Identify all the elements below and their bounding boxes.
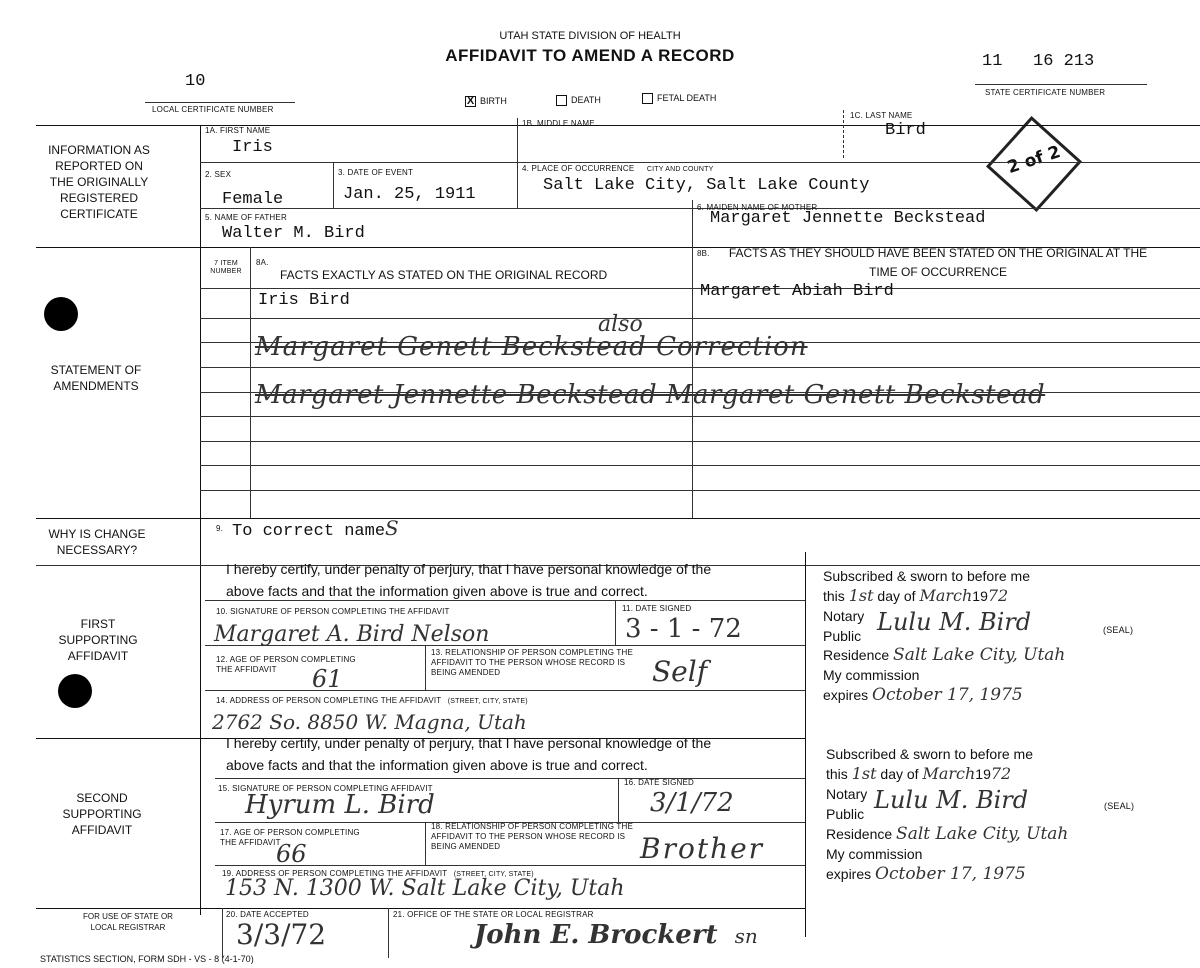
- aff2-notary-line1: Subscribed & sworn to before me: [826, 746, 1033, 762]
- aff1-notary-name: Lulu M. Bird: [877, 608, 1032, 636]
- also-note: also: [598, 312, 643, 337]
- aff1-certify: I hereby certify, under penalty of perjury, that I have personal knowledge of the above facts and that the information given above is true and correct.: [226, 561, 712, 599]
- local-cert-number: 10: [185, 72, 206, 91]
- aff2-sig-label: 15. SIGNATURE OF PERSON COMPLETING AFFIDAVIT: [218, 784, 433, 793]
- aff1-relation-label: 13. RELATIONSHIP OF PERSON COMPLETING THE AFFIDAVIT TO THE PERSON WHOSE RECORD IS BEING AMENDED: [431, 648, 634, 677]
- fetal-death-label: FETAL DEATH: [657, 93, 717, 103]
- aff1-notary-public-text: Notary Public: [823, 608, 865, 644]
- col-8a-heading: FACTS EXACTLY AS STATED ON THE ORIGINAL RECORD: [280, 268, 608, 282]
- middle-name-label: 1B. MIDDLE NAME: [522, 119, 595, 128]
- aff1-commission: My commission: [823, 667, 920, 683]
- aff1-address: 2762 So. 8850 W. Magna, Utah: [212, 710, 527, 734]
- aff1-notary-public: [823, 606, 883, 646]
- agency-name: UTAH STATE DIVISION OF HEALTH: [499, 30, 681, 42]
- aff2-signature: Hyrum L. Bird: [245, 790, 435, 820]
- place-label-text: 4. PLACE OF OCCURRENCE: [522, 164, 635, 173]
- aff2-residence-label: Residence: [826, 826, 893, 842]
- first-name-value: Iris: [232, 138, 273, 157]
- section-original-info: INFORMATION AS REPORTED ON THE ORIGINALLY REGISTERED CERTIFICATE: [48, 143, 150, 221]
- aff2-residence-row: [826, 824, 1166, 844]
- section-why: WHY IS CHANGE NECESSARY?: [48, 527, 146, 557]
- last-name-label: 1C. LAST NAME: [850, 111, 913, 120]
- aff1-date: 3 - 1 - 72: [625, 614, 742, 644]
- local-cert-label: LOCAL CERTIFICATE NUMBER: [152, 105, 274, 114]
- form-title: AFFIDAVIT TO AMEND A RECORD: [445, 46, 735, 65]
- aff2-expires: October 17, 1975: [875, 864, 1026, 884]
- why-reason-text: To correct name: [232, 522, 386, 541]
- section-statement: STATEMENT OF AMENDMENTS: [50, 363, 142, 393]
- aff1-address-sub: (STREET, CITY, STATE): [447, 698, 528, 705]
- row1-original-value: Iris Bird: [258, 291, 350, 310]
- aff1-residence-row: [823, 645, 1163, 665]
- aff1-expires: October 17, 1975: [872, 685, 1023, 705]
- aff1-relation: Self: [652, 655, 708, 688]
- row1-correct-value: Margaret Abiah Bird: [700, 282, 894, 301]
- aff1-date-label: 11. DATE SIGNED: [622, 604, 692, 613]
- date-of-event-value: Jan. 25, 1911: [343, 185, 476, 204]
- aff2-year: 72: [990, 764, 1012, 783]
- birth-label: BIRTH: [480, 96, 507, 106]
- fetal-death-checkbox[interactable]: [642, 93, 653, 104]
- record-type-fetal-death[interactable]: [642, 93, 716, 104]
- aff2-date: 3/1/72: [650, 788, 734, 818]
- aff1-signature: Margaret A. Bird Nelson: [214, 622, 490, 647]
- birth-checkbox[interactable]: X: [466, 95, 475, 108]
- mother-value: Margaret Jennette Beckstead: [710, 209, 986, 228]
- office-signature-text: John E. Brockert: [474, 920, 718, 950]
- aff2-relation-label: 18. RELATIONSHIP OF PERSON COMPLETING THE AFFIDAVIT TO THE PERSON WHOSE RECORD IS BEING AMENDED: [431, 822, 634, 851]
- aff2-residence: Salt Lake City, Utah: [896, 824, 1069, 844]
- why-label: 9.: [216, 524, 224, 533]
- aff2-address-label-text: 19. ADDRESS OF PERSON COMPLETING THE AFFIDAVIT: [222, 869, 448, 878]
- aff1-day-of: day of: [877, 588, 916, 604]
- aff2-certify: I hereby certify, under penalty of perjury, that I have personal knowledge of the above facts and that the information given above is true and correct.: [226, 735, 712, 773]
- aff2-notary-line2: [826, 764, 1166, 784]
- aff2-notary: [826, 744, 1166, 884]
- section-registrar-use: FOR USE OF STATE OR LOCAL REGISTRAR: [83, 912, 173, 932]
- aff1-address-label: [216, 696, 528, 705]
- why-reason-suffix: S: [385, 516, 399, 540]
- aff2-date-label: 16. DATE SIGNED: [624, 778, 694, 787]
- date-accepted: 3/3/72: [236, 918, 327, 951]
- aff1-notary: [823, 566, 1163, 705]
- aff2-address-sub: (STREET, CITY, STATE): [453, 871, 534, 878]
- last-name-value: Bird: [885, 121, 926, 140]
- date-accepted-label: 20. DATE ACCEPTED: [226, 910, 309, 919]
- state-cert-number: 11 16 213: [982, 52, 1095, 71]
- aff1-address-label-text: 14. ADDRESS OF PERSON COMPLETING THE AFFIDAVIT: [216, 696, 442, 705]
- record-type-death[interactable]: [556, 95, 601, 106]
- aff1-notary-line1: Subscribed & sworn to before me: [823, 568, 1030, 584]
- col-8b-num: 8B.: [697, 249, 710, 258]
- aff1-sig-label: 10. SIGNATURE OF PERSON COMPLETING THE AFFIDAVIT: [216, 607, 450, 616]
- aff1-age: 61: [312, 665, 343, 693]
- punch-hole-bottom: [58, 674, 92, 708]
- aff1-month: March: [919, 586, 973, 605]
- date-of-event-label: 3. DATE OF EVENT: [338, 168, 414, 177]
- place-label: [522, 164, 714, 173]
- aff2-age: 66: [276, 840, 307, 868]
- item-number-label: 7 ITEM NUMBER: [210, 260, 242, 275]
- office-label: 21. OFFICE OF THE STATE OR LOCAL REGISTRAR: [393, 910, 594, 919]
- aff1-notary-line2: [823, 586, 1163, 606]
- aff1-seal: (SEAL): [1103, 625, 1134, 635]
- row2-handwritten: Margaret Genett Beckstead Correction: [255, 332, 808, 362]
- aff2-expires-label: expires: [826, 866, 872, 882]
- aff1-expires-label: expires: [823, 687, 869, 703]
- section-first-affidavit: FIRST SUPPORTING AFFIDAVIT: [58, 617, 138, 663]
- page-stamp-text: 2 of 2: [1004, 142, 1064, 178]
- death-checkbox[interactable]: [556, 95, 567, 106]
- place-sub-label: CITY AND COUNTY: [646, 166, 714, 173]
- why-reason: [232, 516, 399, 541]
- form-footer: STATISTICS SECTION, FORM SDH - VS - 8 (4-1-70): [40, 954, 254, 964]
- aff2-this: this: [826, 766, 848, 782]
- aff2-month: March: [922, 764, 976, 783]
- aff1-residence: Salt Lake City, Utah: [893, 645, 1066, 665]
- col-8b-heading: FACTS AS THEY SHOULD HAVE BEEN STATED ON THE ORIGINAL AT THE TIME OF OCCURRENCE: [728, 246, 1148, 279]
- aff2-notary-name: Lulu M. Bird: [874, 786, 1029, 814]
- col-8a-num: 8A.: [256, 258, 269, 267]
- aff2-commission: My commission: [826, 846, 923, 862]
- office-signature: [474, 920, 758, 950]
- aff1-residence-label: Residence: [823, 647, 890, 663]
- row3-handwritten: Margaret Jennette Beckstead Margaret Genett Beckstead: [255, 380, 1046, 410]
- father-label: 5. NAME OF FATHER: [205, 213, 287, 222]
- aff2-day: 1st: [851, 764, 877, 783]
- office-signature-suffix: sn: [734, 924, 758, 948]
- aff2-day-of: day of: [880, 766, 919, 782]
- aff1-this: this: [823, 588, 845, 604]
- mother-label: 6. MAIDEN NAME OF MOTHER: [697, 203, 818, 212]
- sex-label: 2. SEX: [205, 170, 232, 179]
- aff1-day: 1st: [848, 586, 874, 605]
- section-second-affidavit: SECOND SUPPORTING AFFIDAVIT: [62, 791, 142, 837]
- aff2-seal: (SEAL): [1104, 801, 1135, 811]
- death-label: DEATH: [571, 95, 601, 105]
- record-type-birth[interactable]: [465, 96, 507, 107]
- aff1-expires-row: [823, 685, 1163, 705]
- father-value: Walter M. Bird: [222, 224, 365, 243]
- place-value: Salt Lake City, Salt Lake County: [543, 176, 870, 195]
- punch-hole-top: [44, 297, 78, 331]
- state-cert-label: STATE CERTIFICATE NUMBER: [985, 88, 1106, 97]
- aff1-year-prefix: 19: [972, 588, 988, 604]
- aff2-relation: Brother: [640, 832, 765, 865]
- aff2-address: 153 N. 1300 W. Salt Lake City, Utah: [225, 876, 625, 901]
- aff2-expires-row: [826, 864, 1166, 884]
- sex-value: Female: [222, 190, 284, 209]
- aff2-age-label: 17. AGE OF PERSON COMPLETING THE AFFIDAVIT: [220, 828, 360, 847]
- first-name-label: 1A. FIRST NAME: [205, 126, 271, 135]
- aff2-year-prefix: 19: [975, 766, 991, 782]
- aff2-notary-public-text: Notary Public: [826, 786, 868, 822]
- aff1-age-label: 12. AGE OF PERSON COMPLETING THE AFFIDAVIT: [216, 655, 356, 674]
- aff1-year: 72: [987, 586, 1009, 605]
